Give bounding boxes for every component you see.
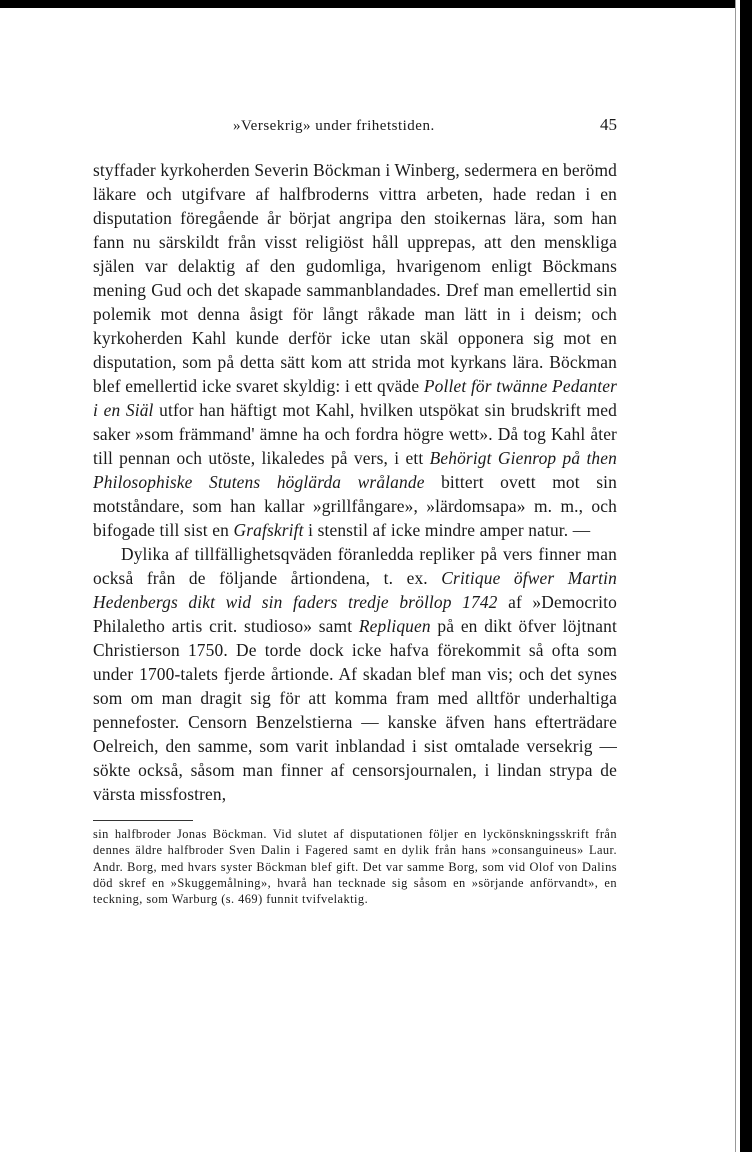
- text-run: i stenstil af icke mindre amper natur. —: [303, 520, 591, 540]
- italic-title: Behörigt Gienrop på then Philosophiske Stutens höglärda wrålande: [93, 448, 617, 492]
- scan-right-edge: [740, 0, 752, 1152]
- italic-title: Critique öfwer Martin Hedenbergs dikt wid sin faders tredje bröllop 1742: [93, 568, 617, 612]
- body-text: [93, 158, 617, 806]
- text-run: utfor han häftigt mot Kahl, hvilken utspökat sin brudskrift med saker »som främmand' ämne ha och fordra högre wett». Då tog Kahl åter till pennan och utöste, likaledes på vers, i ett: [93, 400, 617, 468]
- running-title: »Versekrig» under frihetstiden.: [233, 118, 435, 134]
- footnote-separator: [93, 820, 193, 821]
- text-run: af »Democrito Philaletho artis crit. studioso» samt: [93, 592, 617, 636]
- paragraph: [93, 158, 617, 542]
- running-head: [93, 110, 617, 138]
- italic-title: Grafskrift: [233, 520, 304, 540]
- book-page: [93, 110, 617, 907]
- page-number: 45: [600, 115, 617, 134]
- text-run: på en dikt öfver löjtnant Christierson 1750. De torde dock icke hafva förekommit så ofta som under 1700-talets fjerde årtionde. Af skadan blef man vis; och det synes som om man dragit sig för att komma fram med alltför underhaltiga pennefoster. Censorn Benzelstierna — kanske äfven hans efterträdare Oelreich, den samme, som varit inblandad i sist omtalade versekrig — sökte också, såsom man finner af censorsjournalen, i lindan strypa de värsta missfostren,: [93, 616, 617, 804]
- text-run: styffader kyrkoherden Severin Böckman i Winberg, sedermera en berömd läkare och utgifvare af halfbroderns vittra arbeten, hade redan i en disputation föregående år börjat angripa den stoikernas lära, som han fann nu särskildt från visst religiöst håll upprepas, att den menskliga själen var delaktig af den gudomliga, hvarigenom enligt Böckmans mening Gud och det skapade sammanblandades. Dref man emellertid sin polemik mot denna åsigt för långt råkade man lätt in i deism; och kyrkoherden Kahl kunde derför icke utan skäl opponera sig mot en disputation, som på detta sätt kom att strida mot kyrkans lära. Böckman blef emellertid icke svaret skyldig: i ett qväde: [93, 160, 617, 396]
- footnote: sin halfbroder Jonas Böckman. Vid slutet af disputationen följer en lyckönskningsskrift från dennes äldre halfbroder Sven Dalin i Fagered samt en dylik från hans »consanguineus» Laur. Andr. Borg, med hvars syster Böckman blef gift. Det var samme Borg, som vid Olof von Dalins död skref en »Skuggemålning», hvarå han tecknade sig såsom en »sörjande anförvandt», en teckning, som Warburg (s. 469) funnit tvifvelaktig.: [93, 827, 617, 907]
- italic-title: Repliquen: [358, 616, 431, 636]
- italic-title: Pollet för twänne Pedanter i en Siäl: [93, 376, 617, 420]
- paragraph: [93, 542, 617, 806]
- text-run: bittert ovett mot sin motståndare, som han kallar »grillfångare», »lärdomsapa» m. m., och bifogade till sist en: [93, 472, 617, 540]
- text-run: Dylika af tillfällighetsqväden föranledda repliker på vers finner man också från de följande årtiondena, t. ex.: [93, 544, 617, 588]
- scan-top-edge: [0, 0, 752, 8]
